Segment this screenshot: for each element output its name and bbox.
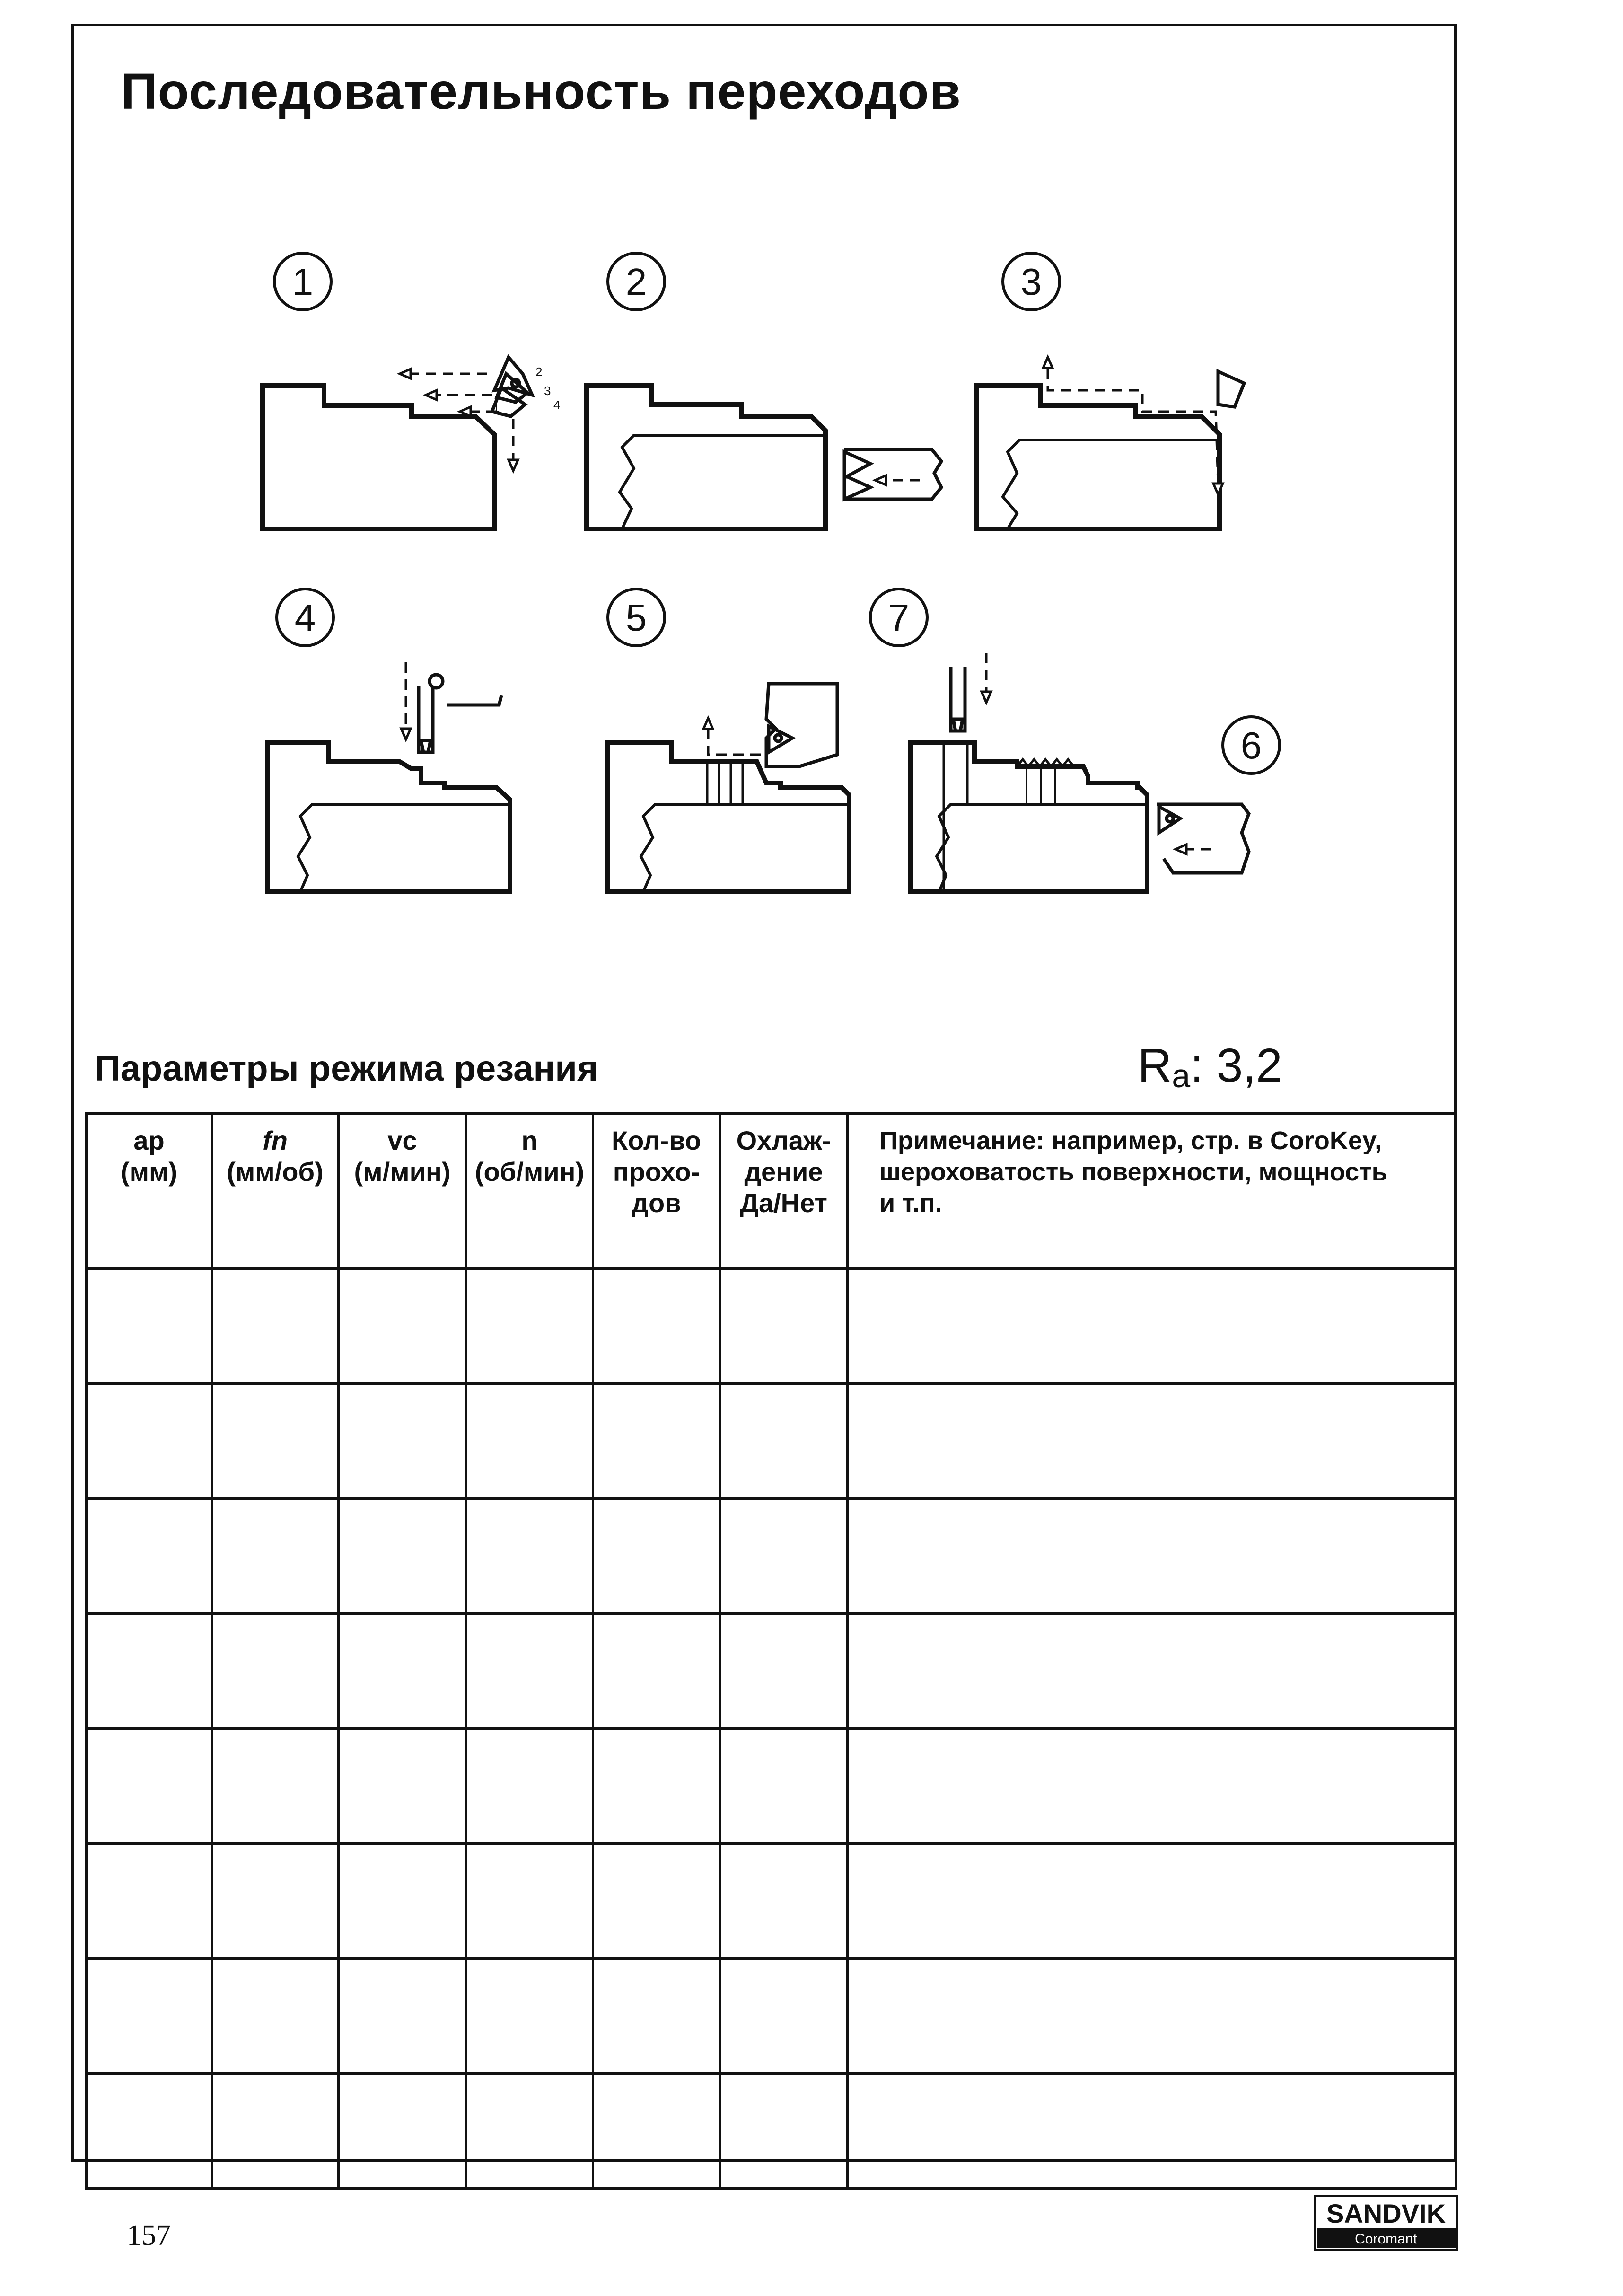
logo-brand: SANDVIK	[1326, 2199, 1446, 2228]
table-cell[interactable]	[593, 1844, 720, 1959]
table-cell[interactable]	[87, 1384, 212, 1499]
table-row	[87, 1959, 1456, 2074]
table-cell[interactable]	[212, 1959, 339, 2074]
step-number-5: 5	[625, 597, 647, 639]
table-cell[interactable]	[848, 1269, 1456, 1384]
table-cell[interactable]	[720, 1844, 848, 1959]
table-cell[interactable]	[212, 2074, 339, 2189]
table-row	[87, 1499, 1456, 1614]
table-cell[interactable]	[87, 1959, 212, 2074]
table-row	[87, 1384, 1456, 1499]
table-cell[interactable]	[593, 1729, 720, 1844]
table-cell[interactable]	[339, 1384, 466, 1499]
pass-label: 4	[553, 398, 561, 412]
step-number-7: 7	[888, 597, 910, 639]
table-cell[interactable]	[339, 1269, 466, 1384]
table-cell[interactable]	[466, 1844, 593, 1959]
table-cell[interactable]	[212, 1269, 339, 1384]
table-cell[interactable]	[848, 1499, 1456, 1614]
table-cell[interactable]	[466, 2074, 593, 2189]
table-cell[interactable]	[848, 1614, 1456, 1729]
table-cell[interactable]	[466, 1614, 593, 1729]
table-cell[interactable]	[848, 1959, 1456, 2074]
table-cell[interactable]	[720, 1384, 848, 1499]
step-number-circles	[274, 253, 1280, 774]
table-cell[interactable]	[720, 1499, 848, 1614]
column-n: n (об/мин)	[466, 1113, 593, 1269]
table-cell[interactable]	[466, 1499, 593, 1614]
table-cell[interactable]	[593, 1269, 720, 1384]
step-2-workpiece	[587, 386, 825, 529]
table-row	[87, 1844, 1456, 1959]
cutting-parameters-table	[85, 1112, 1457, 2190]
step-4-workpiece	[267, 743, 510, 892]
table-cell[interactable]	[720, 1959, 848, 2074]
column-fn: fn (мм/об)	[212, 1113, 339, 1269]
table-header-row	[87, 1113, 1456, 1269]
table-cell[interactable]	[466, 1384, 593, 1499]
column-vc: vc (м/мин)	[339, 1113, 466, 1269]
table-row	[87, 1729, 1456, 1844]
pass-label: 3	[544, 384, 551, 398]
table-cell[interactable]	[848, 2074, 1456, 2189]
column-passes: Кол-во прохо- дов	[593, 1113, 720, 1269]
cutting-parameters-title: Параметры режима резания	[95, 1048, 598, 1089]
table-cell[interactable]	[87, 1729, 212, 1844]
table-cell[interactable]	[593, 1499, 720, 1614]
table-cell[interactable]	[212, 1499, 339, 1614]
table-cell[interactable]	[720, 1729, 848, 1844]
logo-sub: Coromant	[1355, 2231, 1417, 2247]
ra-value: : 3,2	[1190, 1039, 1282, 1092]
table-cell[interactable]	[466, 1959, 593, 2074]
table-cell[interactable]	[87, 1269, 212, 1384]
table-cell[interactable]	[339, 1729, 466, 1844]
table-cell[interactable]	[339, 1614, 466, 1729]
table-cell[interactable]	[212, 1614, 339, 1729]
pass-label: 2	[535, 365, 543, 379]
table-cell[interactable]	[593, 2074, 720, 2189]
table-row	[87, 2074, 1456, 2189]
step-number-4: 4	[294, 597, 316, 639]
table-row	[87, 1269, 1456, 1384]
table-cell[interactable]	[720, 1269, 848, 1384]
page-title: Последовательность переходов	[121, 62, 961, 120]
table-cell[interactable]	[466, 1729, 593, 1844]
roughness-ra	[1138, 1038, 1282, 1093]
table-cell[interactable]	[212, 1844, 339, 1959]
table-cell[interactable]	[339, 2074, 466, 2189]
table-cell[interactable]	[720, 1614, 848, 1729]
table-cell[interactable]	[848, 1384, 1456, 1499]
step-3-workpiece	[977, 386, 1219, 529]
table-cell[interactable]	[339, 1844, 466, 1959]
step-1-workpiece	[263, 386, 494, 529]
step-number-2: 2	[625, 261, 647, 303]
table-cell[interactable]	[466, 1269, 593, 1384]
step-number-1: 1	[292, 261, 314, 303]
table-body	[87, 1269, 1456, 2189]
ra-label: R	[1138, 1039, 1172, 1092]
table-cell[interactable]	[848, 1844, 1456, 1959]
page-number: 157	[127, 2219, 171, 2252]
table-cell[interactable]	[339, 1959, 466, 2074]
table-cell[interactable]	[593, 1384, 720, 1499]
table-cell[interactable]	[720, 2074, 848, 2189]
step-numbers	[292, 261, 1262, 766]
table-cell[interactable]	[87, 1844, 212, 1959]
table-cell[interactable]	[848, 1729, 1456, 1844]
table-cell[interactable]	[87, 1614, 212, 1729]
column-note: Примечание: например, стр. в CoroKey, шероховатость поверхности, мощность и т.п.	[848, 1113, 1456, 1269]
arrow-heads	[400, 357, 1223, 854]
table-cell[interactable]	[87, 2074, 212, 2189]
step-number-6: 6	[1240, 724, 1262, 766]
machining-sequence-diagrams	[0, 0, 1623, 1017]
table-cell[interactable]	[339, 1499, 466, 1614]
step-5-workpiece	[608, 743, 849, 892]
table-row	[87, 1614, 1456, 1729]
ra-subscript: a	[1172, 1057, 1191, 1094]
sandvik-coromant-logo	[1314, 2195, 1458, 2251]
step-number-3: 3	[1020, 261, 1042, 303]
table-cell[interactable]	[87, 1499, 212, 1614]
column-ap: ap (мм)	[87, 1113, 212, 1269]
table-cell[interactable]	[212, 1729, 339, 1844]
cutting-tools	[419, 357, 1249, 873]
table-cell[interactable]	[212, 1384, 339, 1499]
table-cell[interactable]	[593, 1959, 720, 2074]
pass-label: 1	[493, 400, 500, 414]
table-cell[interactable]	[593, 1614, 720, 1729]
column-coolant: Охлаж- дение Да/Нет	[720, 1113, 848, 1269]
step-7-workpiece	[911, 743, 1147, 892]
